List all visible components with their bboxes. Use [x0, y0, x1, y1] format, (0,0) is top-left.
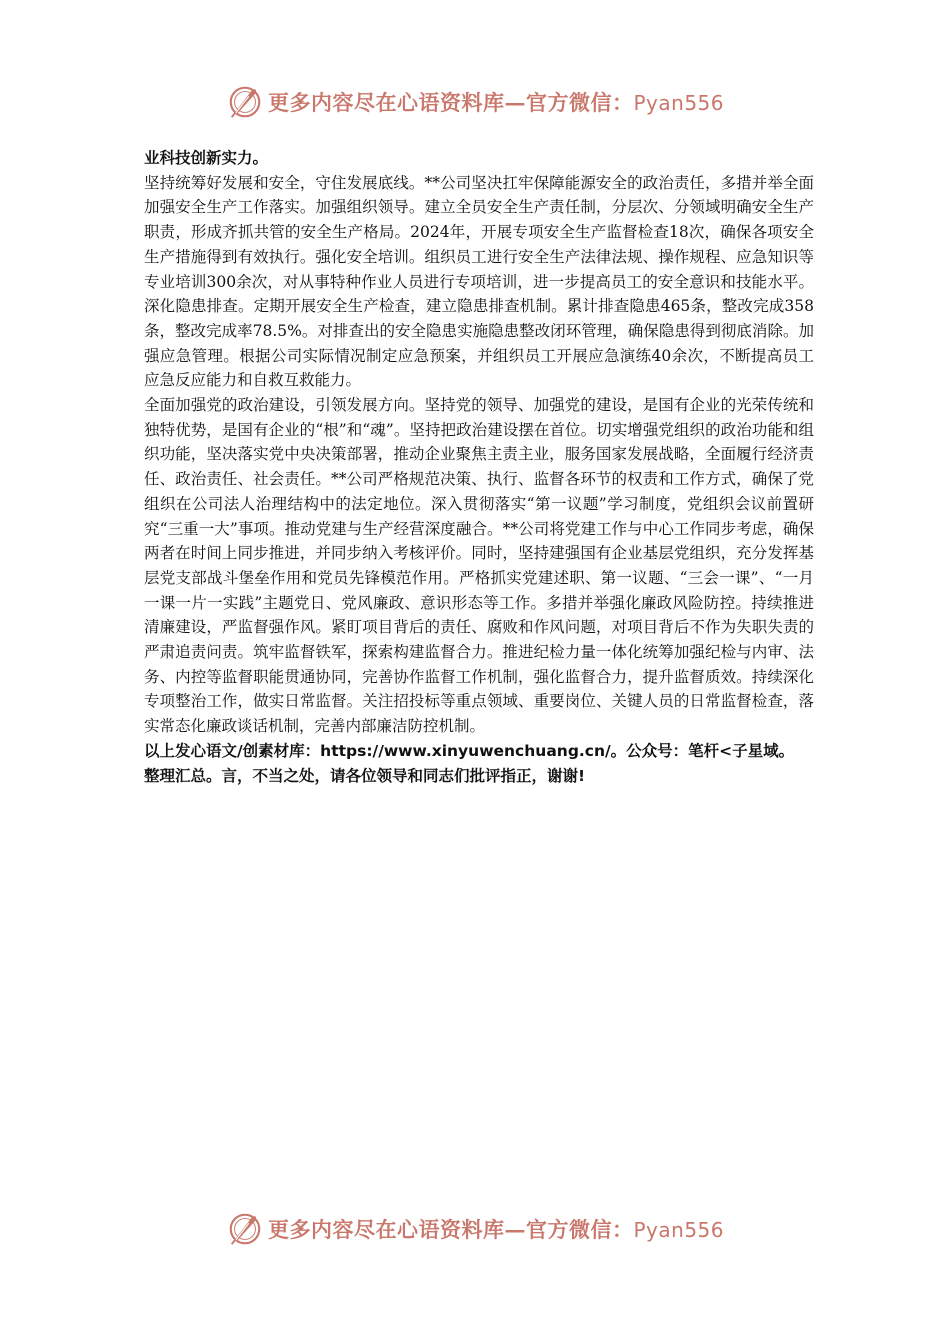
header-banner-text: 更多内容尽在心语资料库—官方微信：Pyan556	[267, 90, 724, 115]
paragraph-party-building: 全面加强党的政治建设，引领发展方向。坚持党的领导、加强党的建设，是国有企业的光荣传统和独特优势，是国有企业的“根”和“魂”。坚持把政治建设摆在首位。切实增强党组织的政治功能和组织功能，坚决落实党中央决策部署，推动企业聚焦主责主业，服务国家发展战略，全面履行经济责任、政治责任、社会责任。**公司严格规范决策、执行、监督各环节的权责和工作方式，确保了党组织在公司法人治理结构中的法定地位。深入贯彻落实“第一议题”学习制度，党组织会议前置研究“三重一大”事项。推动党建与生产经营深度融合。**公司将党建工作与中心工作同步考虑，确保两者在时间上同步推进，并同步纳入考核评价。同时，坚持建强国有企业基层党组织，充分发挥基层党支部战斗堡垒作用和党员先锋模范作用。严格抓实党建述职、第一议题、“三会一课”、“一月一课一片一实践”主题党日、党风廉政、意识形态等工作。多措并举强化廉政风险防控。持续推进清廉建设，严监督强作风。紧盯项目背后的责任、腐败和作风问题，对项目背后不作为失职失责的严肃追责问责。筑牢监督铁军，探索构建监督合力。推进纪检力量一体化统筹加强纪检与内审、法务、内控等监督职能贯通协同，完善协作监督工作机制，强化监督合力，提升监督质效。持续深化专项整治工作，做实日常监督。关注招投标等重点领域、重要岗位、关键人员的日常监督检查，落实常态化廉政谈话机制，完善内部廉洁防控机制。	[144, 396, 814, 736]
footer-banner-text: 更多内容尽在心语资料库—官方微信：Pyan556	[267, 1217, 724, 1242]
footer-banner	[0, 1207, 950, 1251]
paragraph-safety: 坚持统筹好发展和安全，守住发展底线。**公司坚决扛牢保障能源安全的政治责任，多措并举全面加强安全生产工作落实。加强组织领导。建立全员安全生产责任制，分层次、分领域明确安全生产职责，形成齐抓共管的安全生产格局。2024年，开展专项安全生产监督检查18次，确保各项安全生产措施得到有效执行。强化安全培训。组织员工进行安全生产法律法规、操作规程、应急知识等专业培训300余次，对从事特种作业人员进行专项培训，进一步提高员工的安全意识和技能水平。深化隐患排查。定期开展安全生产检查，建立隐患排查机制。累计排查隐患465条，整改完成358条，整改完成率78.5%。对排查出的安全隐患实施隐患整改闭环管理，确保隐患得到彻底消除。加强应急管理。根据公司实际情况制定应急预案，并组织员工开展应急演练40余次，不断提高员工应急反应能力和自救互救能力。	[144, 173, 814, 390]
header-banner	[0, 80, 950, 124]
closing-line-thanks: 整理汇总。言，不当之处，请各位领导和同志们批评指正，谢谢!	[144, 766, 586, 785]
header-banner-handle: Pyan556	[633, 91, 724, 115]
quill-pen-logo-icon	[226, 83, 264, 121]
intro-line: 业科技创新实力。	[144, 149, 269, 167]
document-body	[144, 146, 814, 788]
footer-banner-handle: Pyan556	[633, 1218, 724, 1242]
quill-pen-logo-icon	[226, 1210, 264, 1248]
closing-line-source: 以上发心语文/创素材库：https://www.xinyuwenchuang.cn/。公众号：笔杆<子星域。	[144, 741, 795, 760]
